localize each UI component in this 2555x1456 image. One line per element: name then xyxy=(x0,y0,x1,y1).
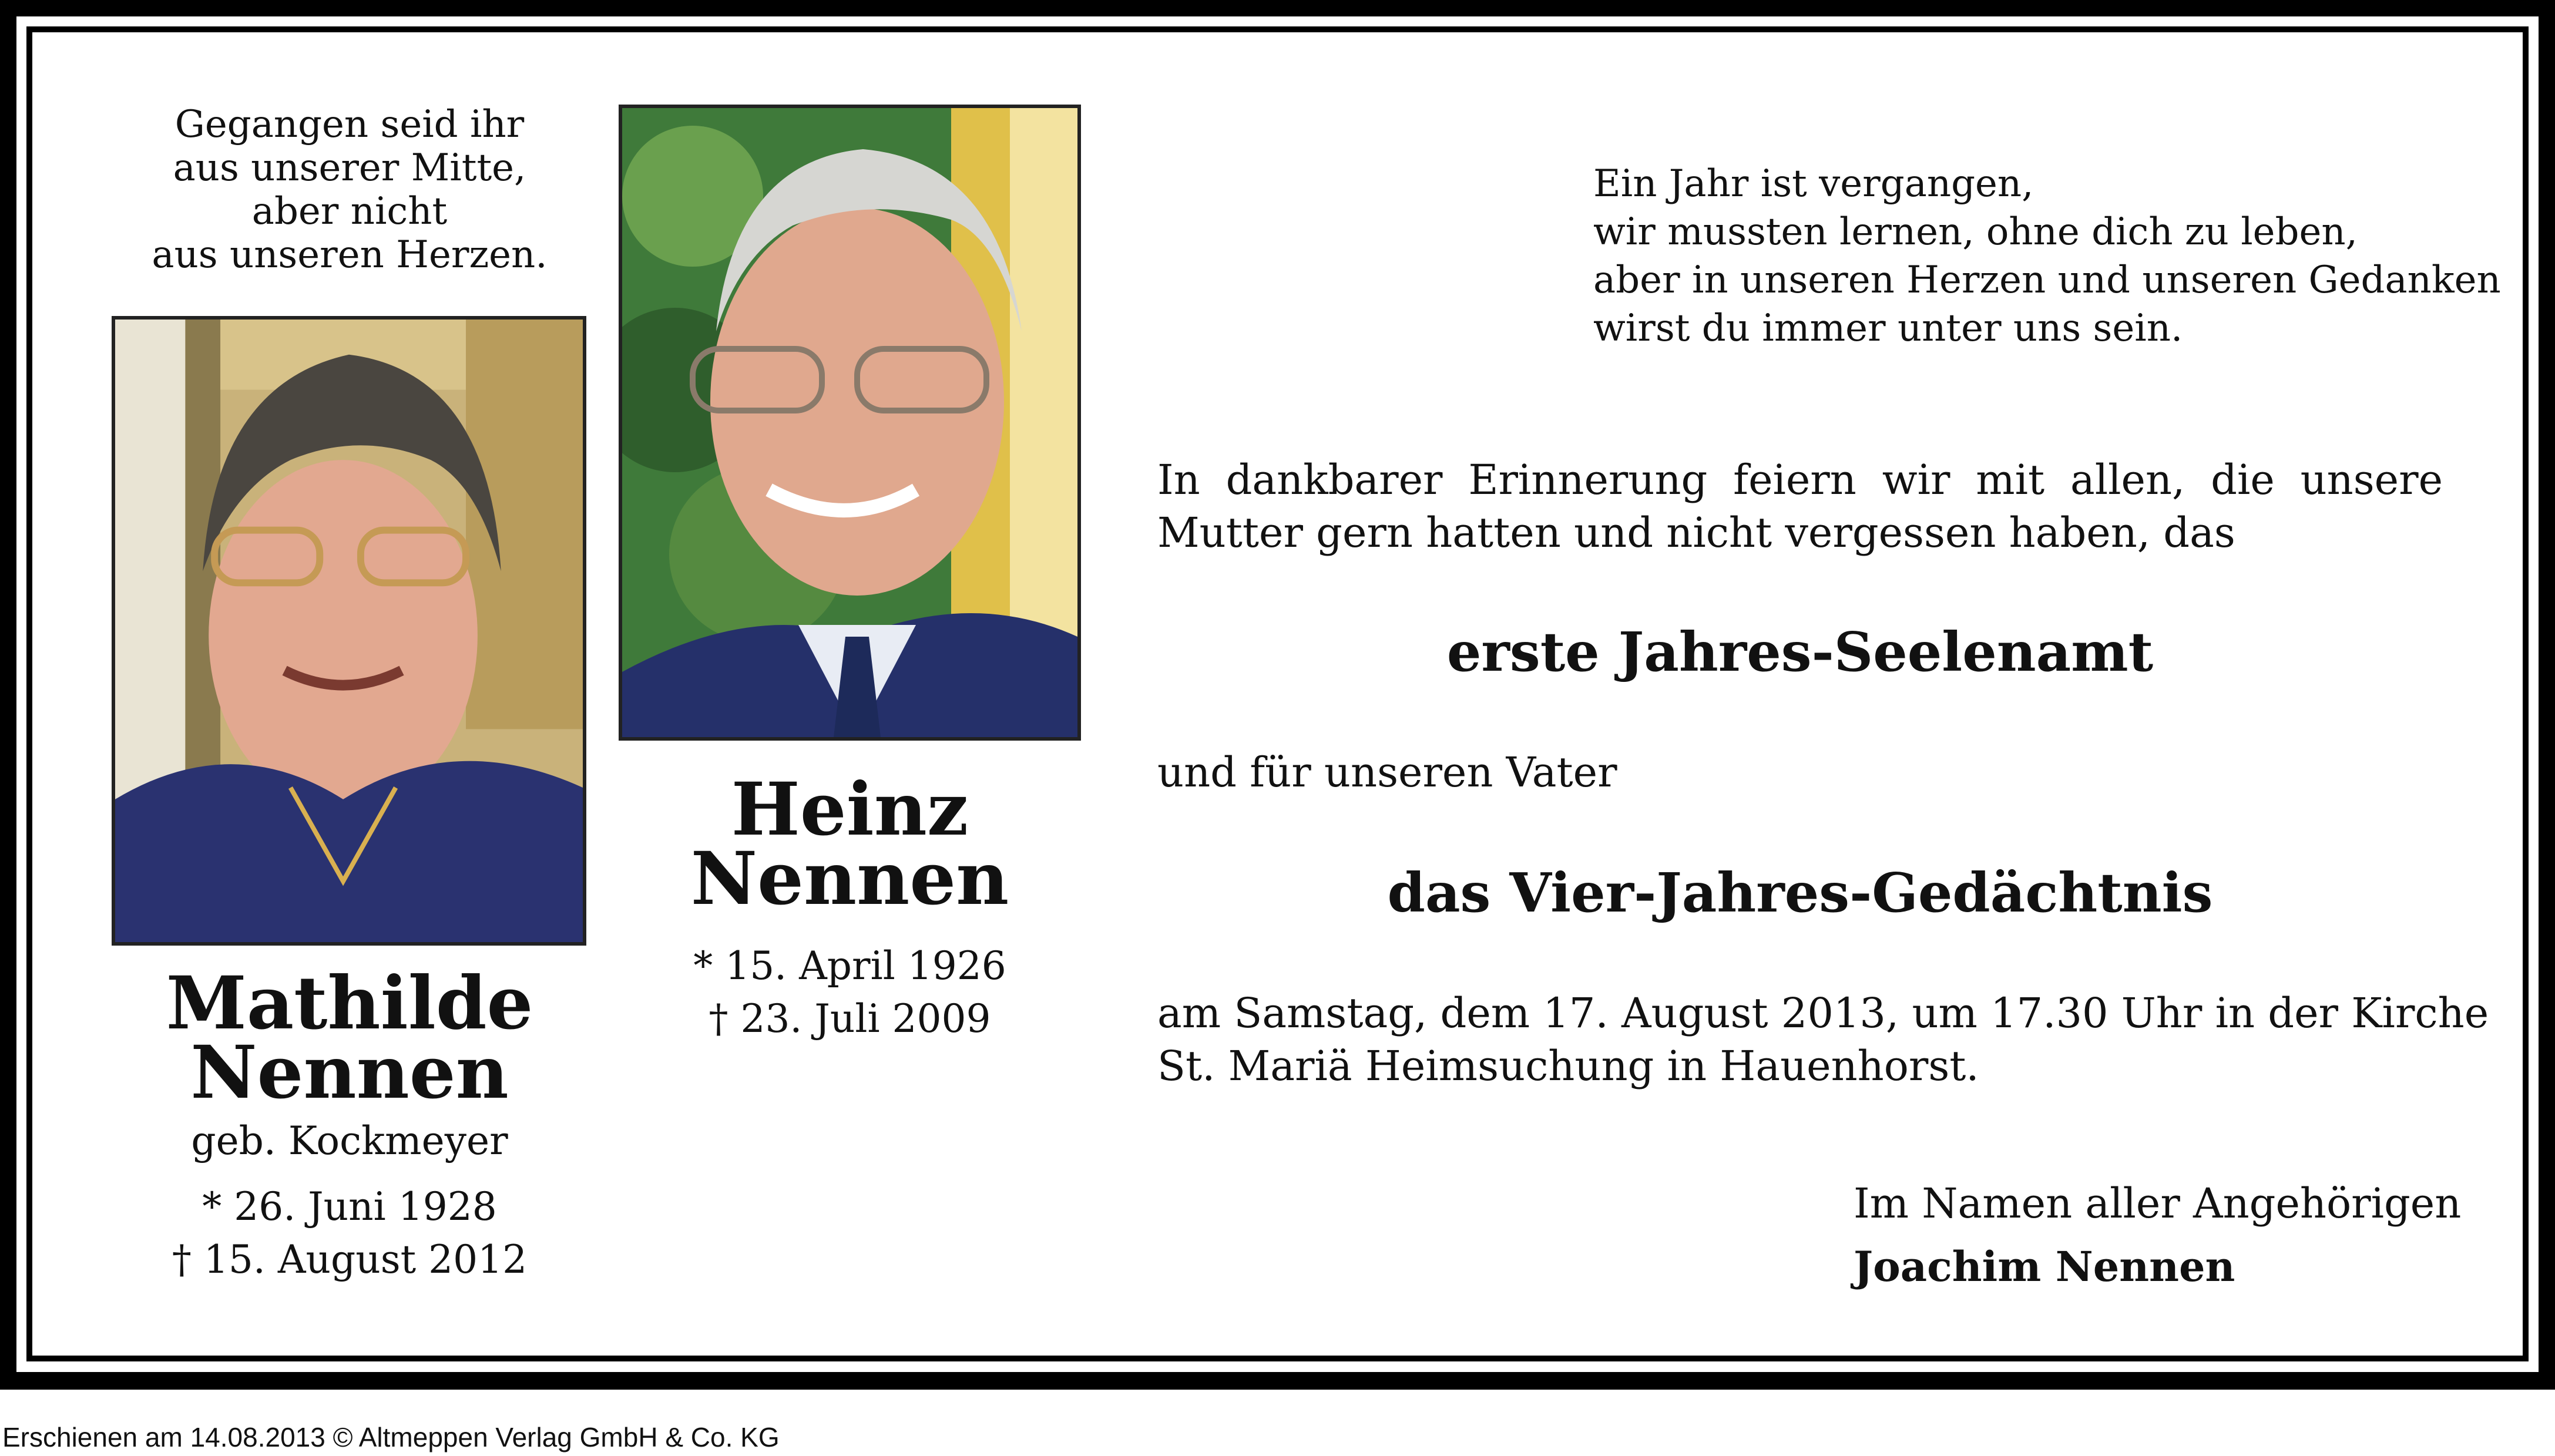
mathilde-last-name: Nennen xyxy=(190,1030,509,1115)
heinz-last-name: Nennen xyxy=(690,836,1009,922)
mathilde-photo xyxy=(112,316,586,946)
notice-intro xyxy=(1157,453,2443,559)
right-poem-line: wirst du immer unter uns sein. xyxy=(1593,307,2183,350)
mathilde-birth-date: * 26. Juni 1928 xyxy=(202,1184,497,1229)
left-poem-line: Gegangen seid ihr xyxy=(174,103,525,146)
publication-footer: Erschienen am 14.08.2013 © Altmeppen Verlag GmbH & Co. KG xyxy=(2,1422,780,1452)
heinz-death-date: † 23. Juli 2009 xyxy=(709,996,991,1041)
mathilde-portrait-image xyxy=(115,320,583,942)
notice-details xyxy=(1157,987,2489,1092)
signer-name: Joachim Nennen xyxy=(1854,1242,2235,1291)
mathilde-name xyxy=(112,961,587,1115)
notice-intro-line: Mutter gern hatten und nicht vergessen haben, das xyxy=(1157,509,2235,557)
heinz-birth-date: * 15. April 1926 xyxy=(693,943,1006,988)
notice-middle: und für unseren Vater xyxy=(1157,748,1617,796)
heinz-first-name: Heinz xyxy=(731,767,969,852)
notice-details-line: am Samstag, dem 17. August 2013, um 17.30 Uhr in der Kirche xyxy=(1157,989,2489,1037)
signoff-line: Im Namen aller Angehörigen xyxy=(1854,1179,2462,1228)
headline-seelenamt: erste Jahres-Seelenamt xyxy=(1446,620,2154,684)
right-poem-line: Ein Jahr ist vergangen, xyxy=(1593,162,2034,206)
left-poem xyxy=(112,103,587,277)
left-poem-line: aber nicht xyxy=(251,190,448,233)
right-poem xyxy=(1593,160,2501,352)
heinz-name xyxy=(619,767,1081,922)
right-poem-line: aber in unseren Herzen und unseren Gedanken xyxy=(1593,258,2501,302)
mathilde-maiden-name: geb. Kockmeyer xyxy=(191,1118,508,1164)
mathilde-first-name: Mathilde xyxy=(166,961,533,1046)
right-poem-line: wir mussten lernen, ohne dich zu leben, xyxy=(1593,210,2358,254)
signoff xyxy=(1854,1172,2462,1299)
heinz-dates xyxy=(619,940,1081,1045)
left-poem-line: aus unseren Herzen. xyxy=(152,233,548,277)
heinz-photo xyxy=(619,105,1081,741)
mathilde-death-date: † 15. August 2012 xyxy=(172,1237,528,1282)
heinz-portrait-image xyxy=(622,108,1077,737)
notice-intro-line: In dankbarer Erinnerung feiern wir mit allen, die unsere xyxy=(1157,456,2443,504)
notice-details-line: St. Mariä Heimsuchung in Hauenhorst. xyxy=(1157,1042,1979,1090)
mathilde-dates xyxy=(112,1181,587,1286)
headline-gedaechtnis: das Vier-Jahres-Gedächtnis xyxy=(1387,861,2213,924)
left-poem-line: aus unserer Mitte, xyxy=(173,146,526,190)
